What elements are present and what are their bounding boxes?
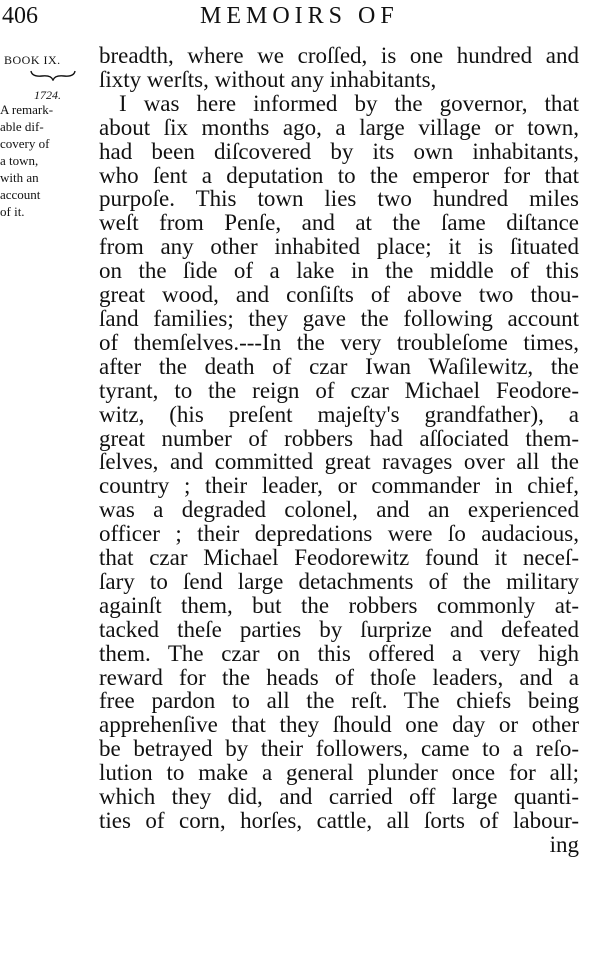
text-line: ſixty werſts, without any inhabitants, — [99, 66, 437, 92]
catchword: ing — [549, 831, 579, 857]
text-line: breadth, where we croſſed, is one hundred and — [99, 43, 579, 68]
text-line: from any other inhabited place; it is ſituated — [99, 234, 579, 260]
text-line: tacked theſe parties by ſurprize and defeated — [99, 616, 579, 642]
side-note-line: able dif- — [0, 119, 44, 134]
text-line: purpoſe. This town lies two hundred miles — [99, 186, 579, 212]
text-line: about ſix months ago, a large village or town, — [99, 114, 579, 140]
text-line: great wood, and conſiſts of above two thou- — [99, 282, 579, 308]
body-text — [99, 44, 579, 857]
text-line: free pardon to all the reſt. The chiefs being — [99, 688, 579, 714]
side-note-line: a town, — [0, 153, 39, 168]
text-line: on the ſide of a lake in the middle of this — [99, 258, 579, 284]
side-note-line: account — [0, 187, 41, 202]
text-line: had been diſcovered by its own inhabitants, — [99, 138, 579, 164]
text-line: reward for the heads of thoſe leaders, and a — [99, 664, 579, 690]
side-note-line: A remark- — [0, 102, 54, 117]
text-line: tyrant, to the reign of czar Michael Feodore- — [99, 377, 579, 403]
text-line: ſary to ſend large detachments of the military — [99, 568, 579, 594]
text-line: I was here informed by the governor, that — [119, 90, 579, 116]
text-line: that czar Michael Feodorewitz found it neceſ- — [99, 545, 579, 571]
side-note — [0, 101, 90, 220]
text-line: weſt from Penſe, and at the ſame diſtance — [99, 210, 579, 236]
text-line: ſand families; they gave the following account — [99, 305, 579, 331]
side-note-line: covery of — [0, 136, 50, 151]
text-line: officer ; their depredations were ſo audacious, — [99, 521, 579, 547]
text-line: country ; their leader, or commander in chief, — [99, 473, 579, 499]
text-line: great number of robbers had aſſociated them- — [99, 425, 579, 451]
text-line: was a degraded colonel, and an experienced — [99, 497, 579, 523]
text-line: them. The czar on this offered a very high — [99, 640, 579, 666]
text-line: ſelves, and committed great ravages over all the — [99, 449, 579, 475]
text-line: after the death of czar Iwan Waſilewitz, the — [99, 353, 579, 379]
page-number: 406 — [2, 3, 38, 29]
margin-brace-icon — [30, 68, 76, 80]
side-note-line: of it. — [0, 204, 25, 219]
text-line: who ſent a deputation to the emperor for that — [99, 162, 579, 188]
text-line: apprehenſive that they ſhould one day or other — [99, 712, 579, 738]
side-note-line: with an — [0, 170, 39, 185]
text-line: lution to make a general plunder once for all; — [99, 760, 579, 786]
text-line: againſt them, but the robbers commonly at- — [99, 592, 579, 618]
text-line: of themſelves.---In the very troubleſome times, — [99, 329, 579, 355]
text-line: ties of corn, horſes, cattle, all ſorts of labour- — [99, 808, 579, 833]
running-title: MEMOIRS OF — [200, 3, 399, 29]
text-line: which they did, and carried off large quanti- — [99, 784, 579, 810]
text-line: witz, (his preſent majeſty's grandfather), a — [99, 401, 579, 427]
margin-book-label: BOOK IX. — [4, 53, 61, 67]
margin-year: 1724. — [34, 88, 61, 102]
text-line: be betrayed by their followers, came to a reſo- — [99, 736, 579, 762]
